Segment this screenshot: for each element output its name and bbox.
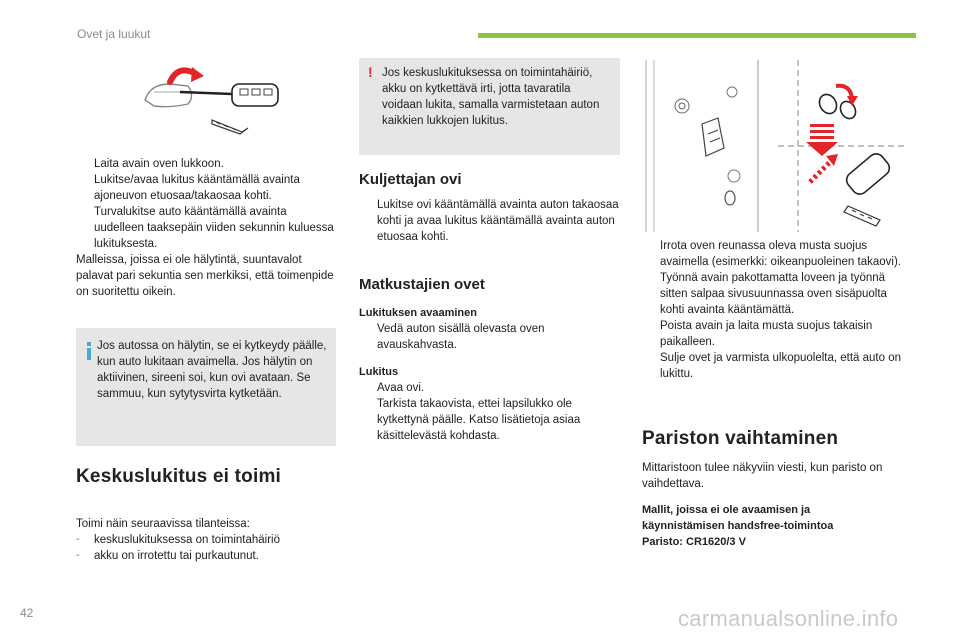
instruction-bullet <box>359 321 621 353</box>
key-door-lock-illustration <box>140 62 290 152</box>
bullet-text: Lukitse ovi kääntämällä avainta auton takaosaa kohti ja avaa lukitus kääntämällä avainta auton etuosaa kohti. <box>377 199 619 243</box>
info-box <box>76 328 336 446</box>
instruction-bullet <box>642 318 910 350</box>
bullet-text: Vedä auton sisällä olevasta oven avauskahvasta. <box>377 323 545 351</box>
instruction-bullet <box>359 197 621 245</box>
passenger-doors-heading: Matkustajien ovet <box>359 276 485 293</box>
bullet-text: Työnnä avain pakottamatta loveen ja työnnä sitten salpaa sivusuunnassa oven sisäpuolta kohti avainta kääntämättä. <box>660 272 887 316</box>
instruction-bullet <box>642 350 910 382</box>
dash-item-text: akku on irrotettu tai purkautunut. <box>94 550 259 562</box>
battery-type-line: Paristo: CR1620/3 V <box>642 536 746 548</box>
unlock-subheading: Lukituksen avaaminen <box>359 307 477 319</box>
warning-box-text: Jos keskuslukituksessa on toimintahäiriö, akku on kytkettävä irti, jotta tavaratila voidaan lukita, samalla varmistetaan auton kaikkien lukkojen lukitus. <box>382 67 600 127</box>
instruction-bullet <box>359 380 621 396</box>
dash-marker: - <box>76 550 80 561</box>
dash-item-text: keskuslukituksessa on toimintahäiriö <box>94 534 281 546</box>
alarm-note-paragraph: Malleissa, joissa ei ole hälytintä, suuntavalot palavat pari sekuntia sen merkiksi, että toimenpide on suoritettu oikein. <box>76 254 334 298</box>
battery-replacement-heading: Pariston vaihtaminen <box>642 428 839 449</box>
bullet-text: Irrota oven reunassa oleva musta suojus avaimella (esimerkki: oikeanpuoleinen takaovi). <box>660 240 901 268</box>
bullet-text: Lukitse/avaa lukitus kääntämällä avainta ajoneuvon etuosaa/takaosaa kohti. <box>94 174 300 202</box>
battery-model-line: Mallit, joissa ei ole avaamisen ja <box>642 504 811 516</box>
section-title: Ovet ja luukut <box>77 27 151 41</box>
info-icon <box>87 342 91 360</box>
bullet-text: Tarkista takaovista, ettei lapsilukko ole kytkettynä päälle. Katso lisätietoja asiaa käsittelevästä kohdasta. <box>377 398 581 442</box>
warning-icon: ! <box>368 64 373 80</box>
dash-item <box>76 548 338 564</box>
battery-model-line: käynnistämisen handsfree-toimintoa <box>642 520 834 532</box>
instruction-bullet <box>359 396 621 444</box>
bullet-text: Turvalukitse auto kääntämällä avainta uudelleen taaksepäin viiden sekunnin kuluessa lukituksesta. <box>94 206 334 250</box>
instruction-bullet <box>642 270 910 318</box>
bullet-text: Avaa ovi. <box>377 382 425 394</box>
central-lock-heading: Keskuslukitus ei toimi <box>76 466 282 487</box>
instruction-bullet <box>76 156 338 172</box>
instruction-bullet <box>76 204 338 252</box>
battery-paragraph: Mittaristoon tulee näkyviin viesti, kun paristo on vaihdettava. <box>642 462 883 490</box>
lock-subheading: Lukitus <box>359 366 399 378</box>
header-accent-rule <box>478 33 916 38</box>
bullet-text: Poista avain ja laita musta suojus takaisin paikalleen. <box>660 320 873 348</box>
warning-box <box>359 58 620 155</box>
instruction-bullet <box>76 172 338 204</box>
door-edge-lock-illustration <box>640 58 910 234</box>
instruction-bullet <box>642 238 910 270</box>
dash-item <box>76 532 338 548</box>
intro-text: Toimi näin seuraavissa tilanteissa: <box>76 518 250 530</box>
dash-marker: - <box>76 534 80 545</box>
bullet-text: Sulje ovet ja varmista ulkopuolelta, että auto on lukittu. <box>660 352 902 380</box>
site-watermark: carmanualsonline.info <box>678 606 899 631</box>
page-number: 42 <box>20 606 34 620</box>
bullet-text: Laita avain oven lukkoon. <box>94 158 224 170</box>
info-box-text: Jos autossa on hälytin, se ei kytkeydy päälle, kun auto lukitaan avaimella. Jos hälytin on aktiivinen, sireeni soi, kun ovi avataan. Se sammuu, kun sytytysvirta kytketään. <box>97 340 327 400</box>
driver-door-heading: Kuljettajan ovi <box>359 171 462 188</box>
